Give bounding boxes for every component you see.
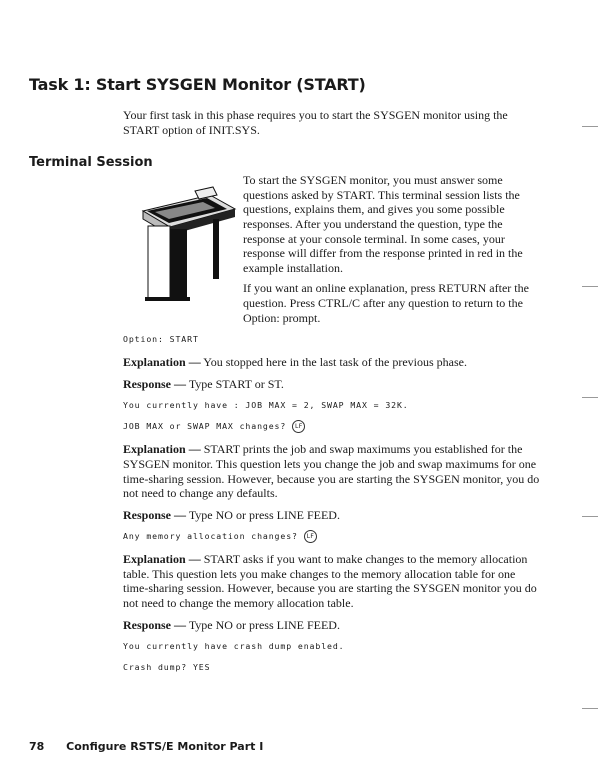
margin-mark	[582, 286, 598, 287]
explanation-label: Explanation —	[123, 355, 201, 370]
terminal-session-intro	[0, 173, 604, 325]
terminal-line: You currently have : JOB MAX = 2, SWAP MAX = 32K.	[123, 400, 409, 411]
response-label: Response —	[123, 617, 187, 632]
margin-mark	[582, 126, 598, 127]
terminal-dialog	[123, 333, 543, 674]
margin-mark	[582, 397, 598, 398]
explanation-1	[123, 355, 543, 370]
page-footer	[29, 740, 263, 753]
explanation-text: START asks if you want to make changes to the memory allocation table. This question lets you make changes to the memory allocation table for one time-sharing session. However, because you are starting the SYSGEN monitor you do not need to change the memory allocation table.	[123, 552, 537, 611]
section-heading: Terminal Session	[29, 155, 153, 171]
response-label: Response —	[123, 376, 187, 391]
page-title: Task 1: Start SYSGEN Monitor (START)	[29, 75, 366, 94]
margin-mark	[582, 708, 598, 709]
terminal-line: You currently have crash dump enabled.	[123, 641, 345, 652]
explanation-text: START prints the job and swap maximums you established for the SYSGEN monitor. This question lets you change the job and swap maximums for one time-sharing session. However, because you are starting the SYSGEN monitor, you do not need to change any defaults.	[123, 442, 540, 501]
intro-paragraph: Your first task in this phase requires you to start the SYSGEN monitor using the START option of INIT.SYS.	[123, 108, 508, 137]
explanation-2	[123, 442, 543, 500]
response-text: Type START or ST.	[188, 376, 284, 391]
explanation-label: Explanation —	[123, 552, 201, 567]
response-text: Type NO or press LINE FEED.	[188, 507, 340, 522]
session-text	[243, 173, 533, 325]
linefeed-key-icon: LF	[304, 530, 317, 543]
response-1	[123, 377, 543, 392]
session-text-2: If you want an online explanation, press RETURN after the question. Press CTRL/C after any question to return to the Option: prompt.	[243, 281, 529, 325]
running-title: Configure RSTS/E Monitor Part I	[66, 740, 264, 753]
explanation-text: You stopped here in the last task of the previous phase.	[203, 355, 468, 370]
terminal-line: Any memory allocation changes? LF	[123, 530, 543, 543]
terminal-line: Option: START	[123, 334, 199, 345]
response-3	[123, 618, 543, 633]
response-2	[123, 508, 543, 523]
session-text-1: To start the SYSGEN monitor, you must answer some questions asked by START. This terminal session lists the questions, explains them, and gives you some possible responses. After you understand the question, type the response at your console terminal. In some cases, your response will differ from the response printed in red in the example installation.	[243, 173, 523, 275]
explanation-3	[123, 552, 543, 610]
terminal-illustration	[135, 181, 240, 306]
response-text: Type NO or press LINE FEED.	[188, 617, 340, 632]
terminal-line: Crash dump? YES	[123, 662, 211, 673]
margin-mark	[582, 516, 598, 517]
page-number: 78	[29, 740, 45, 753]
terminal-line: JOB MAX or SWAP MAX changes? LF	[123, 420, 543, 433]
explanation-label: Explanation —	[123, 442, 201, 457]
linefeed-key-icon: LF	[292, 420, 305, 433]
response-label: Response —	[123, 507, 187, 522]
